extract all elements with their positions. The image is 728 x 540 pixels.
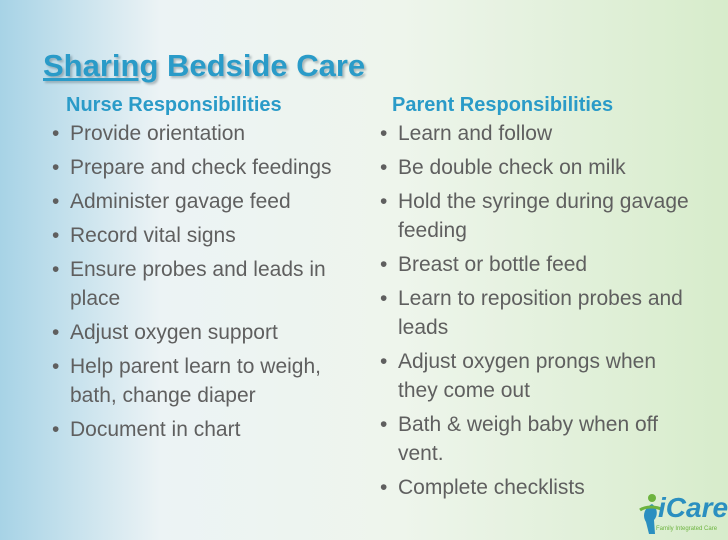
- list-item: • Adjust oxygen support: [52, 318, 352, 347]
- bullet-icon: •: [380, 122, 388, 145]
- bullet-icon: •: [380, 253, 388, 276]
- list-item: • Administer gavage feed: [52, 187, 352, 216]
- slide-title: [43, 48, 365, 84]
- list-item: • Document in chart: [52, 415, 352, 444]
- list-item: • Bath & weigh baby when off vent.: [380, 410, 690, 468]
- bullet-icon: •: [52, 122, 60, 145]
- bullet-icon: •: [52, 321, 60, 344]
- list-item: • Breast or bottle feed: [380, 250, 690, 279]
- bullet-icon: •: [52, 258, 60, 281]
- list-item: • Provide orientation: [52, 119, 352, 148]
- list-item: • Ensure probes and leads in place: [52, 255, 352, 313]
- title-underlined-word: Sharing: [43, 48, 159, 83]
- list-item: • Adjust oxygen prongs when they come out: [380, 347, 690, 405]
- list-item: • Record vital signs: [52, 221, 352, 250]
- list-item: • Help parent learn to weigh, bath, change diaper: [52, 352, 352, 410]
- bullet-icon: •: [380, 350, 388, 373]
- parent-list: [380, 119, 690, 502]
- bullet-icon: •: [52, 355, 60, 378]
- list-item: • Prepare and check feedings: [52, 153, 352, 182]
- list-item: • Learn to reposition probes and leads: [380, 284, 690, 342]
- bullet-icon: •: [52, 190, 60, 213]
- bullet-icon: •: [52, 156, 60, 179]
- title-rest: Bedside Care: [158, 48, 366, 83]
- logo-tagline: Family Integrated Care: [656, 526, 718, 532]
- bullet-icon: •: [52, 418, 60, 441]
- list-item: • Complete checklists: [380, 473, 690, 502]
- bullet-icon: •: [380, 190, 388, 213]
- bullet-icon: •: [380, 476, 388, 499]
- list-item: • Be double check on milk: [380, 153, 690, 182]
- bullet-icon: •: [380, 156, 388, 179]
- icare-logo: [636, 490, 728, 540]
- nurse-list: [52, 119, 352, 444]
- bullet-icon: •: [380, 287, 388, 310]
- bullet-icon: •: [380, 413, 388, 436]
- list-item: • Learn and follow: [380, 119, 690, 148]
- logo-wordmark: iCare: [658, 492, 728, 523]
- list-item: • Hold the syringe during gavage feeding: [380, 187, 690, 245]
- parent-column: [380, 94, 690, 507]
- bullet-icon: •: [52, 224, 60, 247]
- nurse-column: [52, 94, 352, 449]
- parent-heading: Parent Responsibilities: [392, 94, 614, 116]
- nurse-heading: Nurse Responsibilities: [66, 94, 282, 116]
